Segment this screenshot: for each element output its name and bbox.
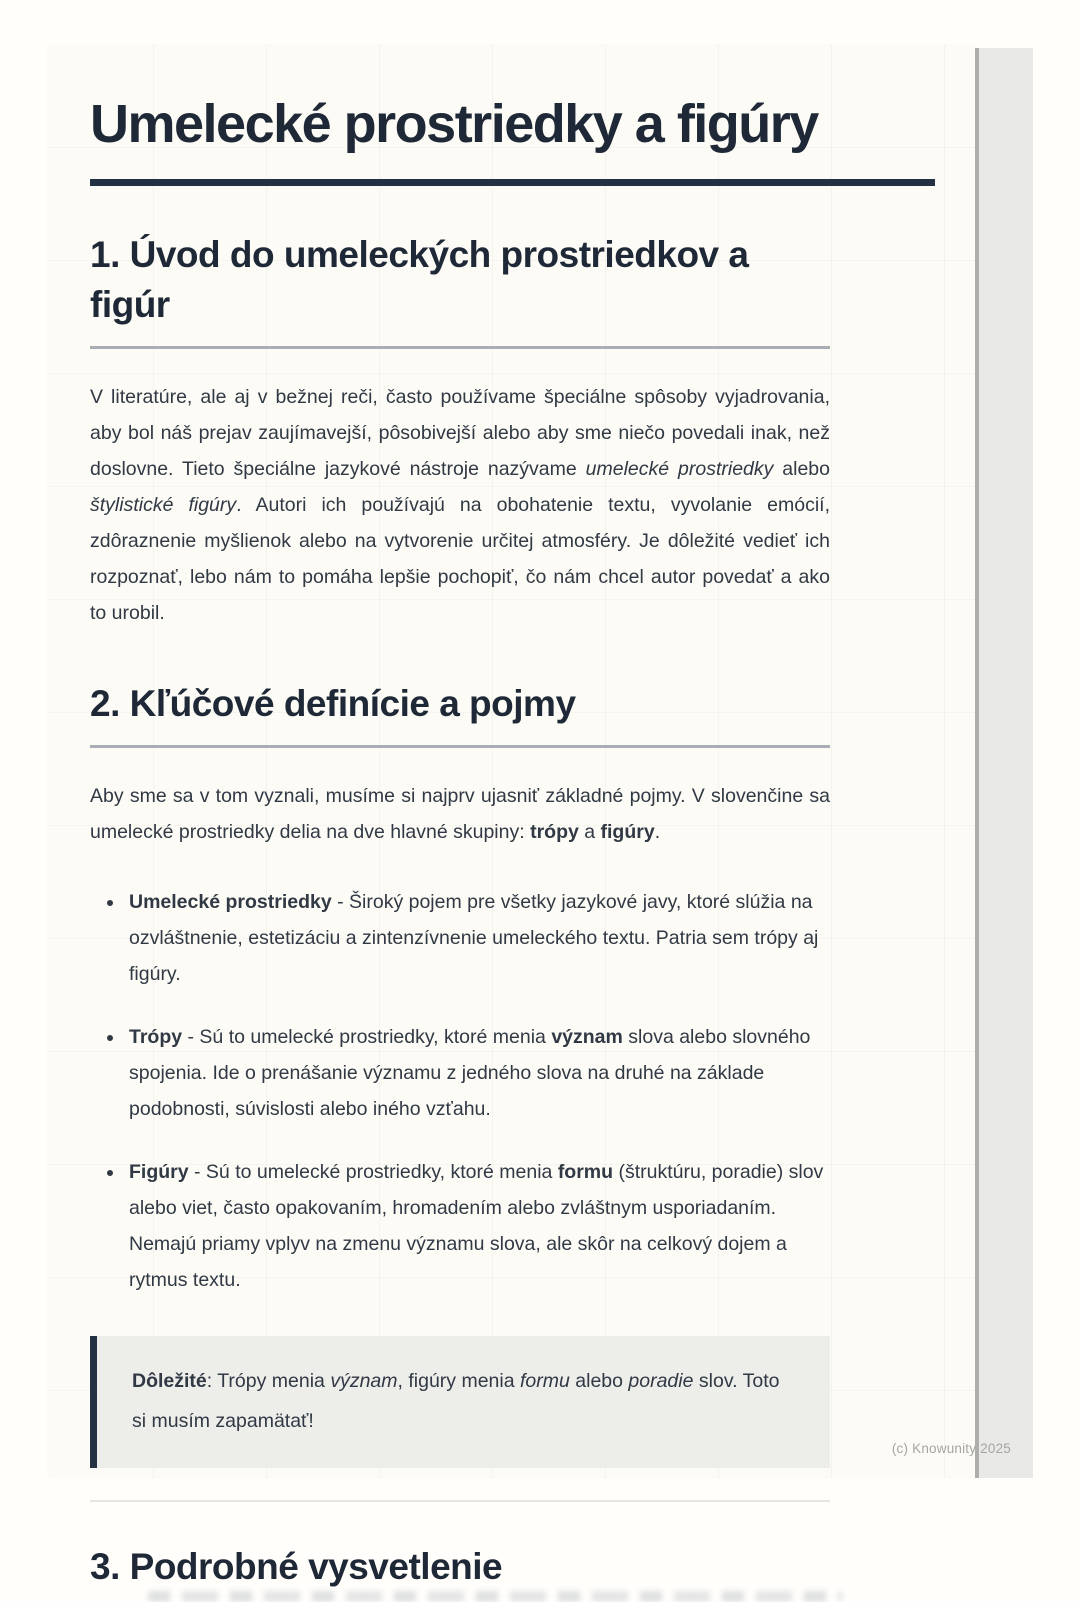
list-item-tropy: • Trópy - Sú to umelecké prostriedky, ktoré menia význam slova alebo slovného spojenia. Ide o prenášanie významu z jedného slova na druhé na základe podobnosti, súvislosti alebo iného vzťahu. — [125, 1019, 830, 1127]
section-2-rule — [90, 745, 830, 748]
section-1-paragraph: V literatúre, ale aj v bežnej reči, často používame špeciálne spôsoby vyjadrovania, aby bol náš prejav zaujímavejší, pôsobivejší alebo aby sme niečo povedali inak, než doslovne. Tieto špeciálne jazykové nástroje nazývame umelecké prostriedky alebo štylistické figúry. Autori ich používajú na obohatenie textu, vyvolanie emócií, zdôraznenie myšlienok alebo na vytvorenie určitej atmosféry. Je dôležité vedieť ich rozpoznať, lebo nám to pomáha lepšie pochopiť, čo nám chcel autor povedať a ako to urobil. — [90, 386, 831, 624]
section-2-paragraph: Aby sme sa v tom vyznali, musíme si najprv ujasniť základné pojmy. V slovenčine sa umelecké prostriedky delia na dve hlavné skupiny: trópy a figúry. — [90, 785, 830, 843]
section-divider — [90, 1500, 830, 1502]
section-1-heading: 1. Úvod do umeleckých prostriedkov a figúr — [90, 234, 749, 325]
list-item-umelecke-prostriedky: • Umelecké prostriedky - Široký pojem pre všetky jazykové javy, ktoré slúžia na ozvláštnenie, estetizáciu a zintenzívnenie umeleckého textu. Patria sem trópy aj figúry. — [125, 884, 830, 992]
page-content — [48, 45, 975, 1602]
document-title: Umelecké prostriedky a figúry — [90, 94, 818, 154]
list-item-figury: • Figúry - Sú to umelecké prostriedky, ktoré menia formu (štruktúru, poradie) slov alebo viet, často opakovaním, hromadením alebo zvláštnym usporiadaním. Nemajú priamy vplyv na zmenu významu slova, ale skôr na celkový dojem a rytmus textu. — [125, 1154, 830, 1298]
next-page-edge-strip — [975, 48, 1033, 1478]
copyright-watermark: (c) Knowunity 2025 — [891, 1441, 1011, 1456]
blurred-text-row — [148, 1591, 843, 1602]
section-1-rule — [90, 346, 830, 349]
important-callout: Dôležité: Trópy menia význam, figúry menia formu alebo poradie slov. Toto si musím zapamätať! — [90, 1336, 830, 1468]
title-underline-rule — [90, 179, 935, 186]
definition-bullet-list — [90, 884, 830, 1298]
section-2-heading: 2. Kľúčové definície a pojmy — [90, 683, 576, 724]
section-3-heading: 3. Podrobné vysvetlenie — [90, 1546, 503, 1587]
document-page — [48, 45, 975, 1587]
